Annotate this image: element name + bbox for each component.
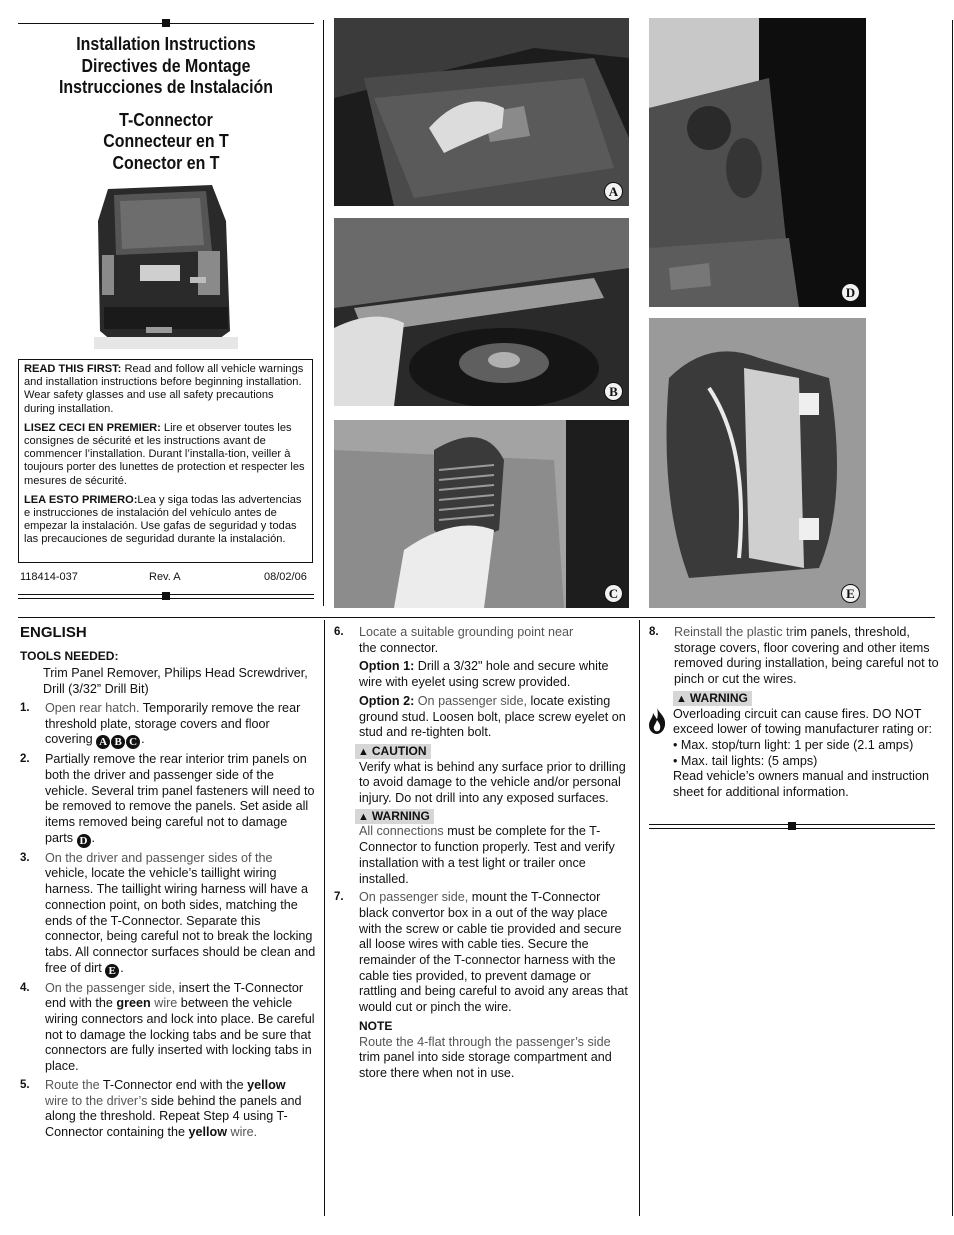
product-line-fr: Connecteur en T — [103, 130, 229, 151]
section-heading: ENGLISH — [20, 624, 87, 641]
section-divider — [18, 617, 935, 618]
top-divider — [323, 20, 324, 606]
step-8: 8. Reinstall the plastic trim panels, threshold, storage covers, floor covering and other items removed during installation, being careful not to pinch or cut the wires. — [649, 625, 939, 687]
warning-footer: Read vehicle’s owners manual and instruction sheet for additional information. — [673, 769, 929, 800]
title-line-en: Installation Instructions — [76, 33, 256, 54]
title-line-es: Instrucciones de Instalación — [59, 76, 273, 97]
step-5: 5. Route the T-Connector end with the yellow wire to the driver’s side behind the panels and along the threshold. Repeat Step 4 using T-Connector containing the yellow wire. — [20, 1077, 302, 1139]
vehicle-rear-image — [94, 181, 238, 349]
fire-warning: ▲ WARNING Overloading circuit can cause fires. DO NOT exceed lower of towing manufacturer rating or: • Max. stop/turn light: 1 per side (2.1 amps) • Max. tail lights: (5 amps) Read vehicle’s owners manual and instruction sheet for additional information. — [649, 691, 939, 801]
warning-text: Overloading circuit can cause fires. DO NOT exceed lower of towing manufacturer rating or: — [673, 706, 933, 737]
ref-b-icon: B — [111, 735, 125, 749]
photo-e-label: E — [841, 584, 860, 603]
photo-b — [334, 218, 629, 406]
part-number: 118414-037 — [20, 571, 78, 583]
ref-e-icon: E — [105, 964, 119, 978]
english-column — [20, 625, 316, 1141]
caution-triangle-icon: ▲ — [358, 745, 369, 758]
document-title — [39, 33, 294, 173]
right-column — [649, 625, 939, 801]
notice-spanish: LEA ESTO PRIMERO:Lea y siga todas las advertencias e instrucciones de instalación del vehículo antes de empezar la instalación. Use gafas de seguridad y todas las precauciones de seguridad durante la instalación. — [24, 493, 302, 546]
right-edge-rule — [952, 20, 953, 1216]
photo-a-label: A — [604, 182, 623, 201]
option-1: Option 1: Drill a 3/32" hole and secure white wire with eyelet using screw provided. — [359, 659, 609, 690]
warning-triangle-icon: ▲ — [676, 692, 687, 705]
ref-a-icon: A — [96, 735, 110, 749]
fire-icon — [646, 707, 668, 740]
title-line-fr: Directives de Montage — [81, 54, 251, 76]
caution-text: Verify what is behind any surface prior to drilling to avoid damage to the vehicle and/or personal injury. Do not drill into any exposed surfaces. — [359, 759, 626, 806]
ref-c-icon: C — [126, 735, 140, 749]
tools-heading: TOOLS NEEDED: — [20, 648, 119, 663]
rule-marker — [162, 592, 170, 600]
step-3: 3. On the driver and passenger sides of the vehicle, locate the vehicle’s taillight wiring harness. The taillight wiring harness will have a connection point, on both sides, matching the ends of the T-Connector. Separate this connector, being careful not to break the locking tabs. All connector surfaces should be clean and free of dirt E . — [20, 850, 316, 977]
photo-d — [649, 18, 866, 307]
photo-d-label: D — [841, 283, 860, 302]
photo-c — [334, 420, 629, 608]
photo-b-label: B — [604, 382, 623, 401]
step-7: 7. On passenger side, mount the T-Connector black convertor box in a out of the way place with the screw or cable tie provided and secure all loose wires with cable ties. Secure the remainder of the T-connector harness with the cable ties provided, to prevent damage or rattling and being careful to avoid any areas that would cut or pinch the wire. — [334, 890, 628, 1015]
caution-banner: ▲ CAUTION — [355, 744, 630, 760]
warning-triangle-icon: ▲ — [358, 810, 369, 823]
date: 08/02/06 — [264, 571, 307, 583]
photo-e — [649, 318, 866, 608]
ref-d-icon: D — [77, 834, 91, 848]
step-1: 1. Open rear hatch. Temporarily remove the rear threshold plate, storage covers and floor covering A B C . — [20, 700, 301, 749]
safety-notice-box — [18, 359, 313, 563]
bullet-tail: • Max. tail lights: (5 amps) — [673, 753, 818, 768]
notice-english: READ THIS FIRST: Read and follow all vehicle warnings and installation instructions before beginning installation. Wear safety glasses and use all safety precautions during installation. — [24, 363, 304, 415]
rule-marker — [788, 822, 796, 830]
column-divider-2 — [639, 620, 640, 1216]
note-text: Route the 4-flat through the passenger’s side trim panel into side storage compartment and store there when not in use. — [359, 1034, 612, 1080]
step-4: 4. On the passenger side, insert the T-Connector end with the green wire between the vehicle wiring connectors and lock into place. Be careful not to damage the locking tabs and be sure that connectors are fully inserted with locking tabs in place. — [20, 980, 315, 1074]
rule-marker — [162, 19, 170, 27]
warning-text: All connections must be complete for the T-Connector to function properly. Test and verify installation with a test light or trailer once installed. — [359, 824, 615, 886]
photo-c-label: C — [604, 584, 623, 603]
warning-banner: ▲ WARNING — [355, 809, 630, 825]
middle-column — [334, 625, 630, 1082]
step-6: 6. Locate a suitable grounding point near the connector. Option 1: Drill a 3/32" hole and secure white wire with eyelet using screw provided. Option 2: On passenger side, locate existing ground stud. Loosen bolt, place screw eyelet on stud and re-tighten bolt. — [334, 625, 630, 741]
column-divider-1 — [324, 620, 325, 1216]
photo-a — [334, 18, 629, 206]
product-line-en: T-Connector — [119, 108, 213, 130]
tools-list: Trim Panel Remover, Philips Head Screwdriver, Drill (3/32” Drill Bit) — [43, 666, 308, 697]
option-2: Option 2: On passenger side, locate existing ground stud. Loosen bolt, place screw eyelet on stud and re-tighten bolt. — [359, 693, 626, 740]
bullet-stop-turn: • Max. stop/turn light: 1 per side (2.1 amps) — [673, 737, 914, 752]
step-2: 2. Partially remove the rear interior trim panels on both the driver and passenger side of the vehicle. Several trim panel fasteners will need to be removed to remove the panels. Set aside all items removed being careful not to damage parts D . — [20, 752, 315, 847]
notice-french: LISEZ CECI EN PREMIER: Lire et observer toutes les consignes de sécurité et les instructions avant de commencer l’installation. Durant l’installa-tion, veiller à toujours porter des lunettes de protection et respecter les mesures de sécurité. — [24, 421, 305, 487]
revision: Rev. A — [149, 571, 181, 583]
product-line-es: Conector en T — [112, 151, 220, 173]
note-heading: NOTE — [359, 1018, 393, 1033]
